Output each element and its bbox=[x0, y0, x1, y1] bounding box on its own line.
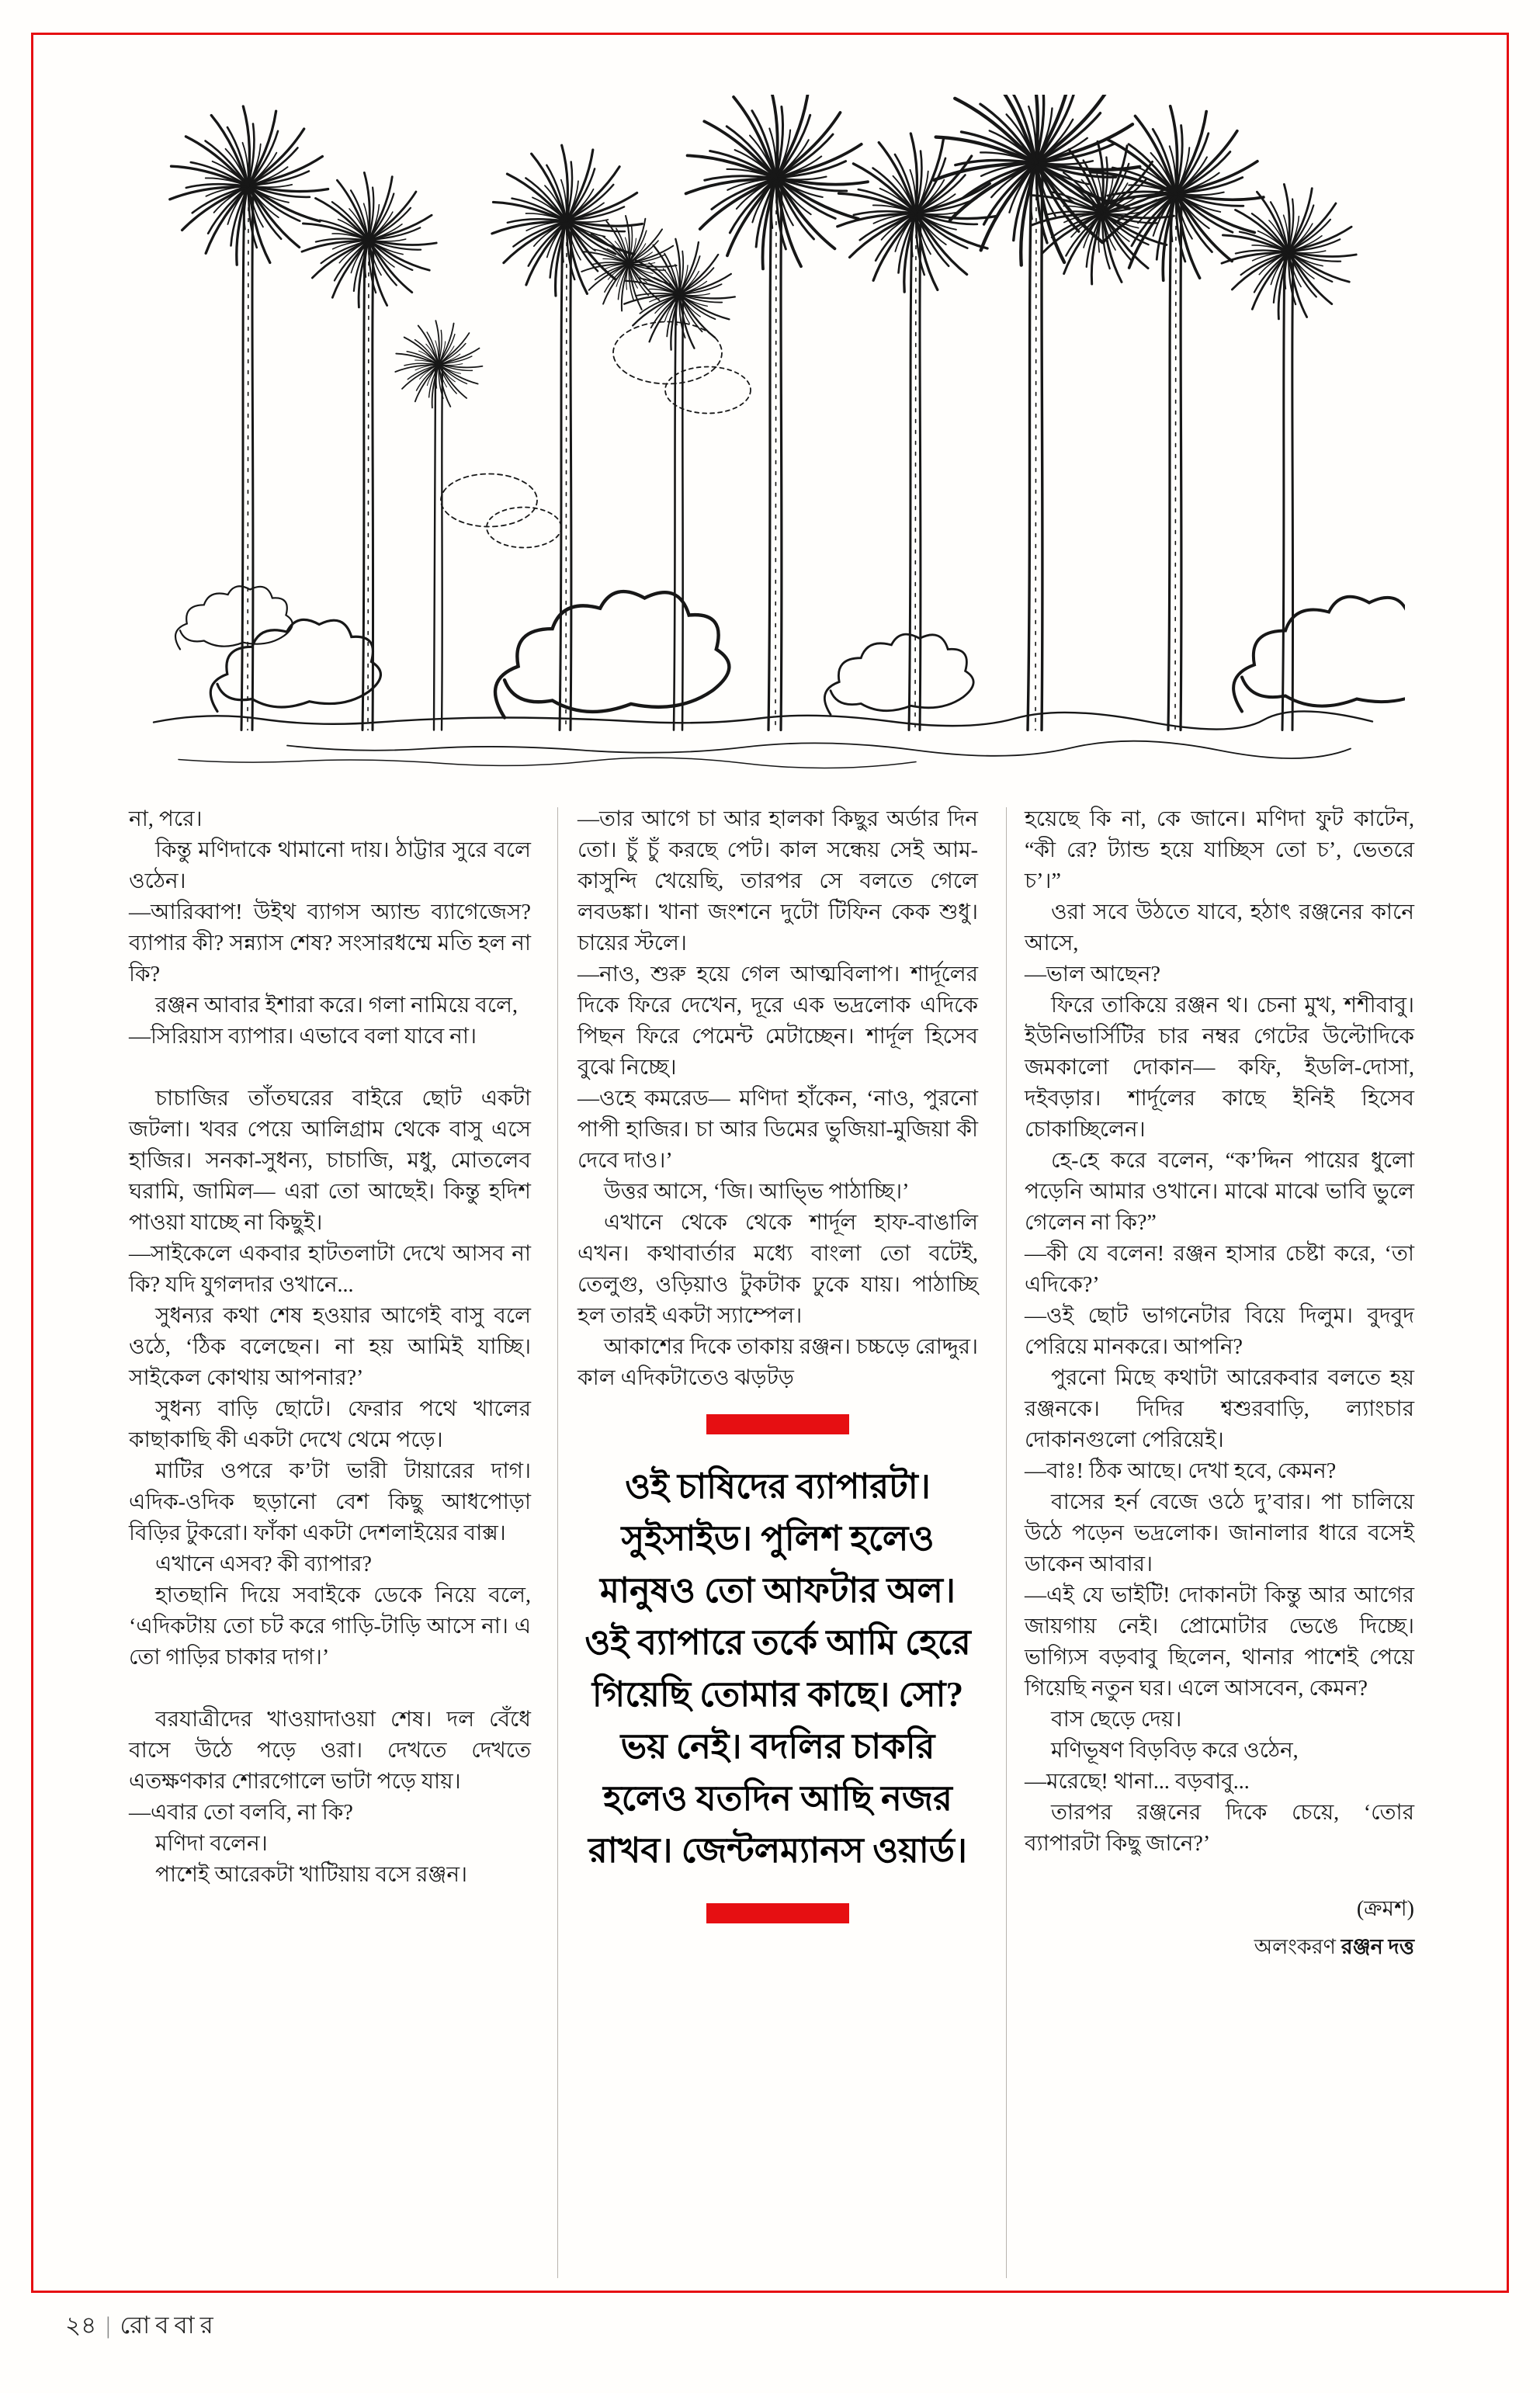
paragraph: —সাইকেলে একবার হাটতলাটা দেখে আসব না কি? যদি যুগলদার ওখানে... bbox=[129, 1242, 531, 1297]
paragraph: —ভাল আছেন? bbox=[1025, 962, 1160, 987]
paragraph: মণিদা বলেন। bbox=[155, 1832, 268, 1856]
text-column-1 bbox=[129, 804, 531, 1891]
text-column-2 bbox=[578, 804, 978, 1923]
paragraph: —ওই ছোট ভাগনেটার বিয়ে দিলুম। বুদবুদ পেরিয়ে মানকরে। আপনি? bbox=[1025, 1304, 1414, 1359]
paragraph: উত্তর আসে, ‘জি। আভ্ভি পাঠাচ্ছি।’ bbox=[604, 1180, 910, 1204]
paragraph: —সিরিয়াস ব্যাপার। এভাবে বলা যাবে না। bbox=[129, 1025, 477, 1049]
paragraph: সুধন্যর কথা শেষ হওয়ার আগেই বাসু বলে ওঠে, ‘ঠিক বলেছেন। না হয় আমিই যাচ্ছি। সাইকেল কোথায় আপনার?’ bbox=[129, 1304, 531, 1390]
publication-name: রোববার bbox=[120, 2311, 219, 2339]
paragraph: পাশেই আরেকটা খাটিয়ায় বসে রঞ্জন। bbox=[155, 1863, 468, 1887]
paragraph: বরযাত্রীদের খাওয়াদাওয়া শেষ। দল বেঁধে বাসে উঠে পড়ে ওরা। দেখতে দেখতে এতক্ষণকার শোরগোলে ভাটা পড়ে যায়। bbox=[129, 1708, 531, 1794]
page-folio bbox=[65, 2307, 219, 2347]
paragraph: —এই যে ভাইটি! দোকানটা কিন্তু আর আগের জায়গায় নেই। প্রোমোটার ভেঙে দিচ্ছে। ভাগ্যিস বড়বাবু ছিলেন, থানার পাশেই পেয়ে গিয়েছি নতুন ঘর। এলে আসবেন, কেমন? bbox=[1025, 1583, 1414, 1701]
paragraph: মণিভূষণ বিড়বিড় করে ওঠেন, bbox=[1051, 1739, 1299, 1763]
column-divider bbox=[557, 807, 558, 2278]
paragraph: —তার আগে চা আর হালকা কিছুর অর্ডার দিন তো। চুঁ চুঁ করছে পেট। কাল সন্ধেয় সেই আম-কাসুন্দি খেয়েছি, তারপর সে বলতে গেলে লবডঙ্কা। খানা জংশনে দুটো টিফিন কেক শুধু। চায়ের স্টলে। bbox=[578, 807, 978, 955]
paragraph: আকাশের দিকে তাকায় রঞ্জন। চচ্চড়ে রোদ্দুর। কাল এদিকটাতেও ঝড়টড় bbox=[578, 1335, 978, 1390]
page-number: ২৪ bbox=[65, 2311, 97, 2339]
paragraph: বাসের হর্ন বেজে ওঠে দু’বার। পা চালিয়ে উঠে পড়েন ভদ্রলোক। জানালার ধারে বসেই ডাকেন আবার। bbox=[1025, 1490, 1414, 1576]
credit-name: রঞ্জন দত্ত bbox=[1341, 1935, 1414, 1958]
paragraph: —এবার তো বলবি, না কি? bbox=[129, 1801, 353, 1825]
section-gap bbox=[129, 1673, 531, 1705]
pull-quote-bottom-bar bbox=[706, 1903, 849, 1923]
paragraph: সুধন্য বাড়ি ছোটে। ফেরার পথে খালের কাছাকাছি কী একটা দেখে থেমে পড়ে। bbox=[129, 1397, 531, 1452]
paragraph: এখানে থেকে থেকে শার্দূল হাফ-বাঙালি এখন। কথাবার্তার মধ্যে বাংলা তো বটেই, তেলুগু, ওড়িয়াও টুকটাক ঢুকে যায়। পাঠাচ্ছি হল তারই একটা স্যাম্পেল। bbox=[578, 1211, 978, 1328]
paragraph: —ওহে কমরেড— মণিদা হাঁকেন, ‘নাও, পুরনো পাপী হাজির। চা আর ডিমের ভুজিয়া-মুজিয়া কী দেবে দাও।’ bbox=[578, 1087, 978, 1173]
pull-quote-top-bar bbox=[706, 1414, 849, 1434]
paragraph: ফিরে তাকিয়ে রঞ্জন থ। চেনা মুখ, শশীবাবু। ইউনিভার্সিটির চার নম্বর গেটের উল্টোদিকে জমকালো দোকান— কফি, ইডলি-দোসা, দইবড়ার। শার্দূলের কাছে ইনিই হিসেব চোকাচ্ছিলেন। bbox=[1025, 994, 1414, 1142]
paragraph: না, পরে। bbox=[129, 807, 203, 831]
text-column-3 bbox=[1025, 804, 1414, 1962]
continuation-marker: (ক্রমশ) bbox=[1356, 1897, 1414, 1921]
credit-label: অলংকরণ bbox=[1254, 1935, 1336, 1958]
column-divider bbox=[1006, 807, 1007, 2278]
pull-quote bbox=[578, 1414, 978, 1923]
paragraph: বাস ছেড়ে দেয়। bbox=[1051, 1708, 1182, 1732]
column-3-text bbox=[1025, 804, 1414, 1860]
paragraph: ওরা সবে উঠতে যাবে, হঠাৎ রঞ্জনের কানে আসে, bbox=[1025, 900, 1414, 955]
pull-quote-text: ওই চাষিদের ব্যাপারটা। সুইসাইড। পুলিশ হলেও মানুষও তো আফটার অল। ওই ব্যাপারে তর্কে আমি হেরে গিয়েছি তোমার কাছে। সো? ভয় নেই। বদলির চাকরি হলেও যতদিন আছি নজর রাখব। জেন্টলম্যানস ওয়ার্ড। bbox=[584, 1467, 971, 1870]
paragraph: চাচাজির তাঁতঘরের বাইরে ছোট একটা জটলা। খবর পেয়ে আলিগ্রাম থেকে বাসু এসে হাজির। সনকা-সুধন্য, চাচাজি, মধু, মোতলেব ঘরামি, জামিল— এরা তো আছেই। কিন্তু হদিশ পাওয়া যাচ্ছে না কিছুই। bbox=[129, 1087, 531, 1235]
paragraph: কিন্তু মণিদাকে থামানো দায়। ঠাট্টার সুরে বলে ওঠেন। bbox=[129, 838, 531, 893]
paragraph: —কী যে বলেন! রঞ্জন হাসার চেষ্টা করে, ‘তা এদিকে?’ bbox=[1025, 1242, 1414, 1297]
paragraph: —নাও, শুরু হয়ে গেল আত্মবিলাপ। শার্দূলের দিকে ফিরে দেখেন, দূরে এক ভদ্রলোক এদিকে পিছন ফিরে পেমেন্ট মেটাচ্ছেন। শার্দূল হিসেব বুঝে নিচ্ছে। bbox=[578, 962, 978, 1080]
paragraph: রঞ্জন আবার ইশারা করে। গলা নামিয়ে বলে, bbox=[155, 994, 518, 1018]
paragraph: পুরনো মিছে কথাটা আরেকবার বলতে হয় রঞ্জনকে। দিদির শ্বশুরবাড়ি, ল্যাংচার দোকানগুলো পেরিয়েই। bbox=[1025, 1366, 1414, 1452]
folio-divider: | bbox=[106, 2311, 111, 2339]
paragraph: হাতছানি দিয়ে সবাইকে ডেকে নিয়ে বলে, ‘এদিকটায় তো চট করে গাড়ি-টাড়ি আসে না। এ তো গাড়ির চাকার দাগ।’ bbox=[129, 1583, 531, 1670]
palm-trees-illustration bbox=[132, 95, 1405, 782]
paragraph: হয়েছে কি না, কে জানে। মণিদা ফুট কাটেন, “কী রে? ট্যান্ড হয়ে যাচ্ছিস তো চ’, ভেতরে চ’।” bbox=[1025, 807, 1414, 893]
column-2-text bbox=[578, 804, 978, 1394]
paragraph: হে-হে করে বলেন, “ক’দ্দিন পায়ের ধুলো পড়েনি আমার ওখানে। মাঝে মাঝে ভাবি ভুলে গেলেন না কি?” bbox=[1025, 1149, 1414, 1235]
paragraph: এখানে এসব? কী ব্যাপার? bbox=[155, 1552, 372, 1576]
illustration-credit bbox=[1025, 1931, 1414, 1962]
section-gap bbox=[129, 1053, 531, 1084]
paragraph: —বাঃ! ঠিক আছে। দেখা হবে, কেমন? bbox=[1025, 1459, 1337, 1483]
paragraph: মাটির ওপরে ক’টা ভারী টায়ারের দাগ। এদিক-ওদিক ছড়ানো বেশ কিছু আধপোড়া বিড়ির টুকরো। ফাঁকা একটা দেশলাইয়ের বাক্স। bbox=[129, 1459, 531, 1545]
paragraph: —আরিব্বাপ! উইথ ব্যাগস অ্যান্ড ব্যাগেজেস? ব্যাপার কী? সন্ন্যাস শেষ? সংসারধম্মে মতি হল না কি? bbox=[129, 900, 531, 987]
paragraph: তারপর রঞ্জনের দিকে চেয়ে, ‘তোর ব্যাপারটা কিছু জানে?’ bbox=[1025, 1801, 1414, 1856]
paragraph: —মরেছে! থানা... বড়বাবু... bbox=[1025, 1770, 1250, 1794]
